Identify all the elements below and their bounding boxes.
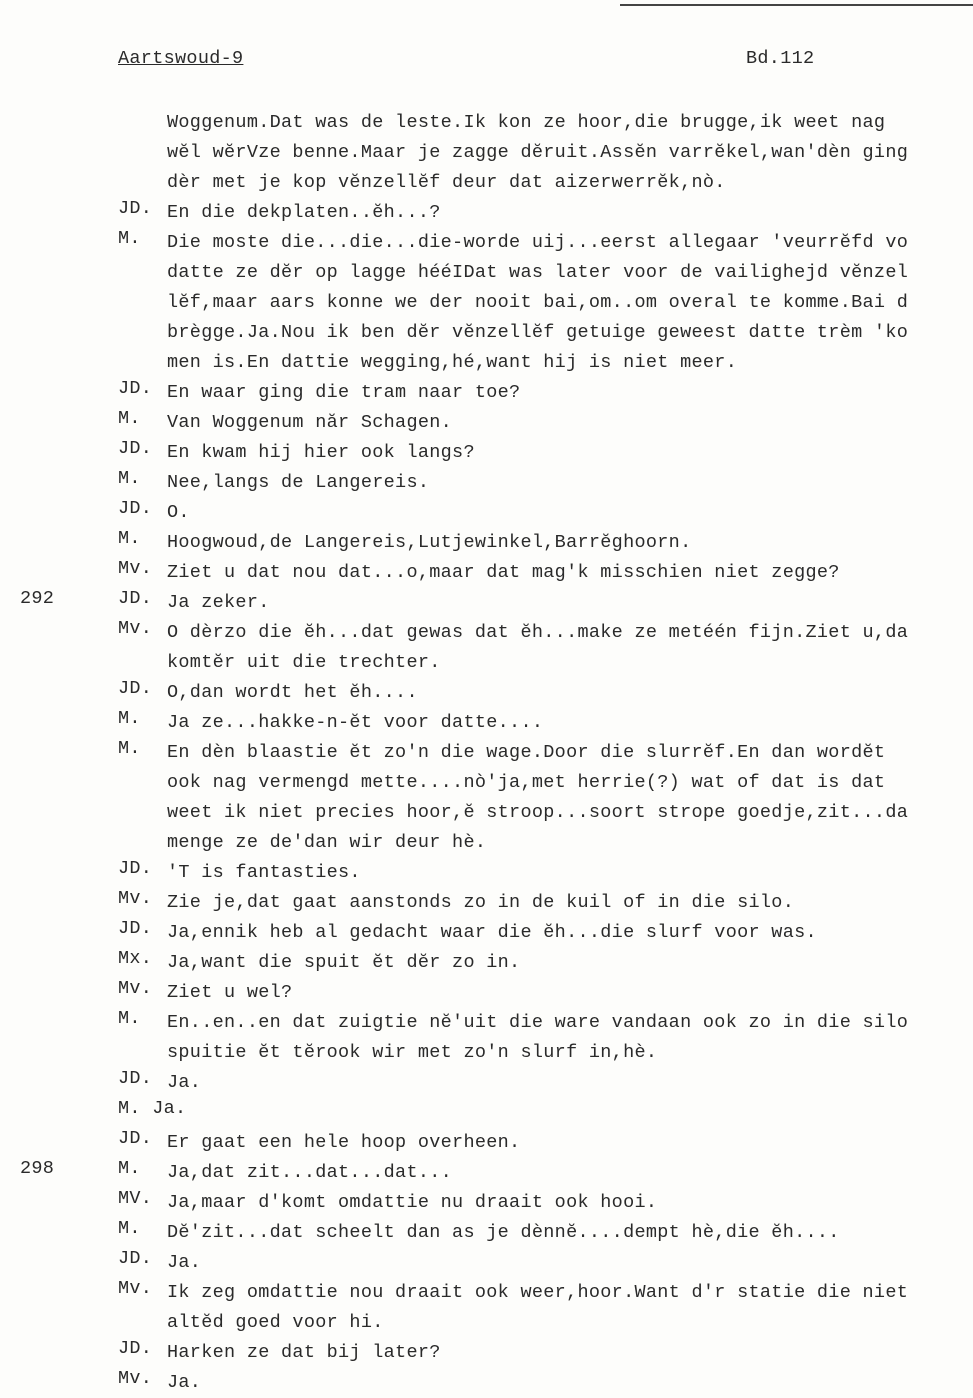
transcript-turn: [0, 1338, 973, 1368]
transcript-turn: [0, 1008, 973, 1068]
utterance-line: Ja,want die spuit ĕt dĕr zo in.: [167, 952, 521, 973]
speaker-label: JD.: [118, 438, 153, 459]
speaker-label: JD.: [118, 1338, 153, 1359]
speaker-label: Mv.: [118, 1368, 153, 1389]
utterance-line: 'T is fantasties.: [167, 862, 361, 883]
utterance-line: Ja zeker.: [167, 592, 270, 613]
transcript-turn: [0, 1278, 973, 1338]
speaker-label: Mv.: [118, 978, 153, 999]
speaker-label: Mv.: [118, 888, 153, 909]
speaker-label: M.: [118, 738, 141, 759]
transcript-turn: [0, 1218, 973, 1248]
transcript: [0, 108, 973, 1398]
speaker-label: JD.: [118, 858, 153, 879]
utterance-line: lĕf,maar aars konne we der nooit bai,om..om overal te komme.Bai d: [167, 292, 909, 313]
transcript-turn: [0, 618, 973, 678]
speaker-label: JD.: [118, 198, 153, 219]
utterance-line: [167, 1098, 973, 1128]
speaker-label: M.: [118, 228, 141, 249]
utterance-line: altĕd goed voor hi.: [167, 1312, 384, 1333]
utterance-line: O,dan wordt het ĕh....: [167, 682, 418, 703]
speaker-label: JD.: [118, 498, 153, 519]
transcript-turn: [0, 1068, 973, 1098]
transcript-turn: [0, 1248, 973, 1278]
transcript-turn: [0, 858, 973, 888]
utterance-line: En kwam hij hier ook langs?: [167, 442, 475, 463]
speaker-label: JD.: [118, 588, 153, 609]
utterance-line: En..en..en dat zuigtie nĕ'uit die ware vandaan ook zo in die silo: [167, 1012, 909, 1033]
transcript-turn: [0, 708, 973, 738]
utterance-line: Ja,dat zit...dat...dat...: [167, 1162, 453, 1183]
utterance-line: Ja,maar d'komt omdattie nu draait ook hooi.: [167, 1192, 658, 1213]
utterance-line: Die moste die...die...die-worde uij...eerst allegaar 'veurrĕfd vo: [167, 232, 909, 253]
transcript-turn: [0, 198, 973, 228]
utterance-line: Nee,langs de Langereis.: [167, 472, 430, 493]
utterance-line: Er gaat een hele hoop overheen.: [167, 1132, 521, 1153]
utterance-line: Ja.: [167, 1252, 202, 1273]
utterance-line: En dèn blaastie ĕt zo'n die wage.Door die slurrĕf.En dan wordĕt: [167, 742, 886, 763]
transcript-turn: [0, 528, 973, 558]
transcript-turn: [0, 918, 973, 948]
transcript-turn: [0, 498, 973, 528]
transcript-turn: [0, 1368, 973, 1398]
speaker-label: JD.: [118, 1248, 153, 1269]
utterance-line: ook nag vermengd mette....nò'ja,met herrie(?) wat of dat is dat: [167, 772, 886, 793]
transcript-turn: [0, 1188, 973, 1218]
utterance-line: O dèrzo die ĕh...dat gewas dat ĕh...make ze metéén fijn.Ziet u,da: [167, 622, 909, 643]
utterance-line: men is.En dattie wegging,hé,want hij is niet meer.: [167, 352, 738, 373]
utterance-line: Ja ze...hakke-n-ĕt voor datte....: [167, 712, 544, 733]
transcript-turn: [0, 888, 973, 918]
transcript-turn: [0, 1158, 973, 1188]
speaker-label: JD.: [118, 678, 153, 699]
utterance-line: spuitie ĕt tĕrook wir met zo'n slurf in,hè.: [167, 1042, 658, 1063]
utterance-line: Hoogwoud,de Langereis,Lutjewinkel,Barrĕghoorn.: [167, 532, 692, 553]
transcript-turn: [0, 438, 973, 468]
utterance-line: datte ze dĕr op lagge hééIDat was later voor de vailighejd vĕnzel: [167, 262, 909, 283]
utterance-line: Van Woggenum năr Schagen.: [167, 412, 453, 433]
transcript-turn: [0, 108, 973, 198]
utterance-line: dèr met je kop vĕnzellĕf deur dat aizerwerrĕk,nò.: [167, 172, 726, 193]
transcript-turn: [0, 1098, 973, 1128]
utterance-line: En die dekplaten..ĕh...?: [167, 202, 441, 223]
transcript-turn: [0, 468, 973, 498]
speaker-label: M.: [118, 1008, 141, 1029]
speaker-label: M.: [118, 1158, 141, 1179]
speaker-label: MV.: [118, 1188, 153, 1209]
transcript-turn: [0, 978, 973, 1008]
volume-number: Bd.112: [746, 48, 815, 69]
speaker-label: Mv.: [118, 1278, 153, 1299]
document-location: Aartswoud-9: [118, 48, 244, 69]
speaker-label: M.: [118, 708, 141, 729]
utterance-line: wĕl wĕrVze benne.Maar je zagge dĕruit.Assĕn varrĕkel,wan'dèn ging: [167, 142, 909, 163]
margin-line-number: 292: [20, 588, 55, 609]
utterance-line: weet ik niet precies hoor,ĕ stroop...soort strope goedje,zit...da: [167, 802, 909, 823]
utterance-line: En waar ging die tram naar toe?: [167, 382, 521, 403]
utterance-line: Ziet u wel?: [167, 982, 293, 1003]
utterance-line: brègge.Ja.Nou ik ben dĕr vĕnzellĕf getuige geweest datte trèm 'ko: [167, 322, 909, 343]
speaker-label: Mv.: [118, 558, 153, 579]
speaker-label: M. Ja.: [118, 1098, 187, 1119]
margin-line-number: 298: [20, 1158, 55, 1179]
speaker-label: M.: [118, 468, 141, 489]
speaker-label: M.: [118, 528, 141, 549]
transcript-turn: [0, 1128, 973, 1158]
speaker-label: JD.: [118, 1128, 153, 1149]
utterance-line: Ja,ennik heb al gedacht waar die ĕh...die slurf voor was.: [167, 922, 817, 943]
utterance-line: Harken ze dat bij later?: [167, 1342, 441, 1363]
speaker-label: Mv.: [118, 618, 153, 639]
transcript-turn: [0, 558, 973, 588]
utterance-line: menge ze de'dan wir deur hè.: [167, 832, 487, 853]
utterance-line: O.: [167, 502, 190, 523]
speaker-label: JD.: [118, 1068, 153, 1089]
utterance-line: Ziet u dat nou dat...o,maar dat mag'k misschien niet zegge?: [167, 562, 840, 583]
utterance-line: Ja.: [167, 1372, 202, 1393]
top-rule: [620, 4, 973, 6]
transcript-turn: [0, 228, 973, 378]
speaker-label: JD.: [118, 378, 153, 399]
transcript-turn: [0, 948, 973, 978]
transcript-turn: [0, 408, 973, 438]
utterance-line: Dĕ'zit...dat scheelt dan as je dènnĕ....dempt hè,die ĕh....: [167, 1222, 840, 1243]
transcript-turn: [0, 378, 973, 408]
utterance-line: komtĕr uit die trechter.: [167, 652, 441, 673]
transcript-turn: [0, 588, 973, 618]
utterance-line: Woggenum.Dat was de leste.Ik kon ze hoor,die brugge,ik weet nag: [167, 112, 886, 133]
speaker-label: Mx.: [118, 948, 153, 969]
utterance-line: Ja.: [167, 1072, 202, 1093]
transcript-turn: [0, 738, 973, 858]
speaker-label: M.: [118, 408, 141, 429]
transcript-turn: [0, 678, 973, 708]
utterance-line: Zie je,dat gaat aanstonds zo in de kuil of in die silo.: [167, 892, 795, 913]
utterance-line: Ik zeg omdattie nou draait ook weer,hoor.Want d'r statie die niet: [167, 1282, 909, 1303]
speaker-label: M.: [118, 1218, 141, 1239]
speaker-label: JD.: [118, 918, 153, 939]
